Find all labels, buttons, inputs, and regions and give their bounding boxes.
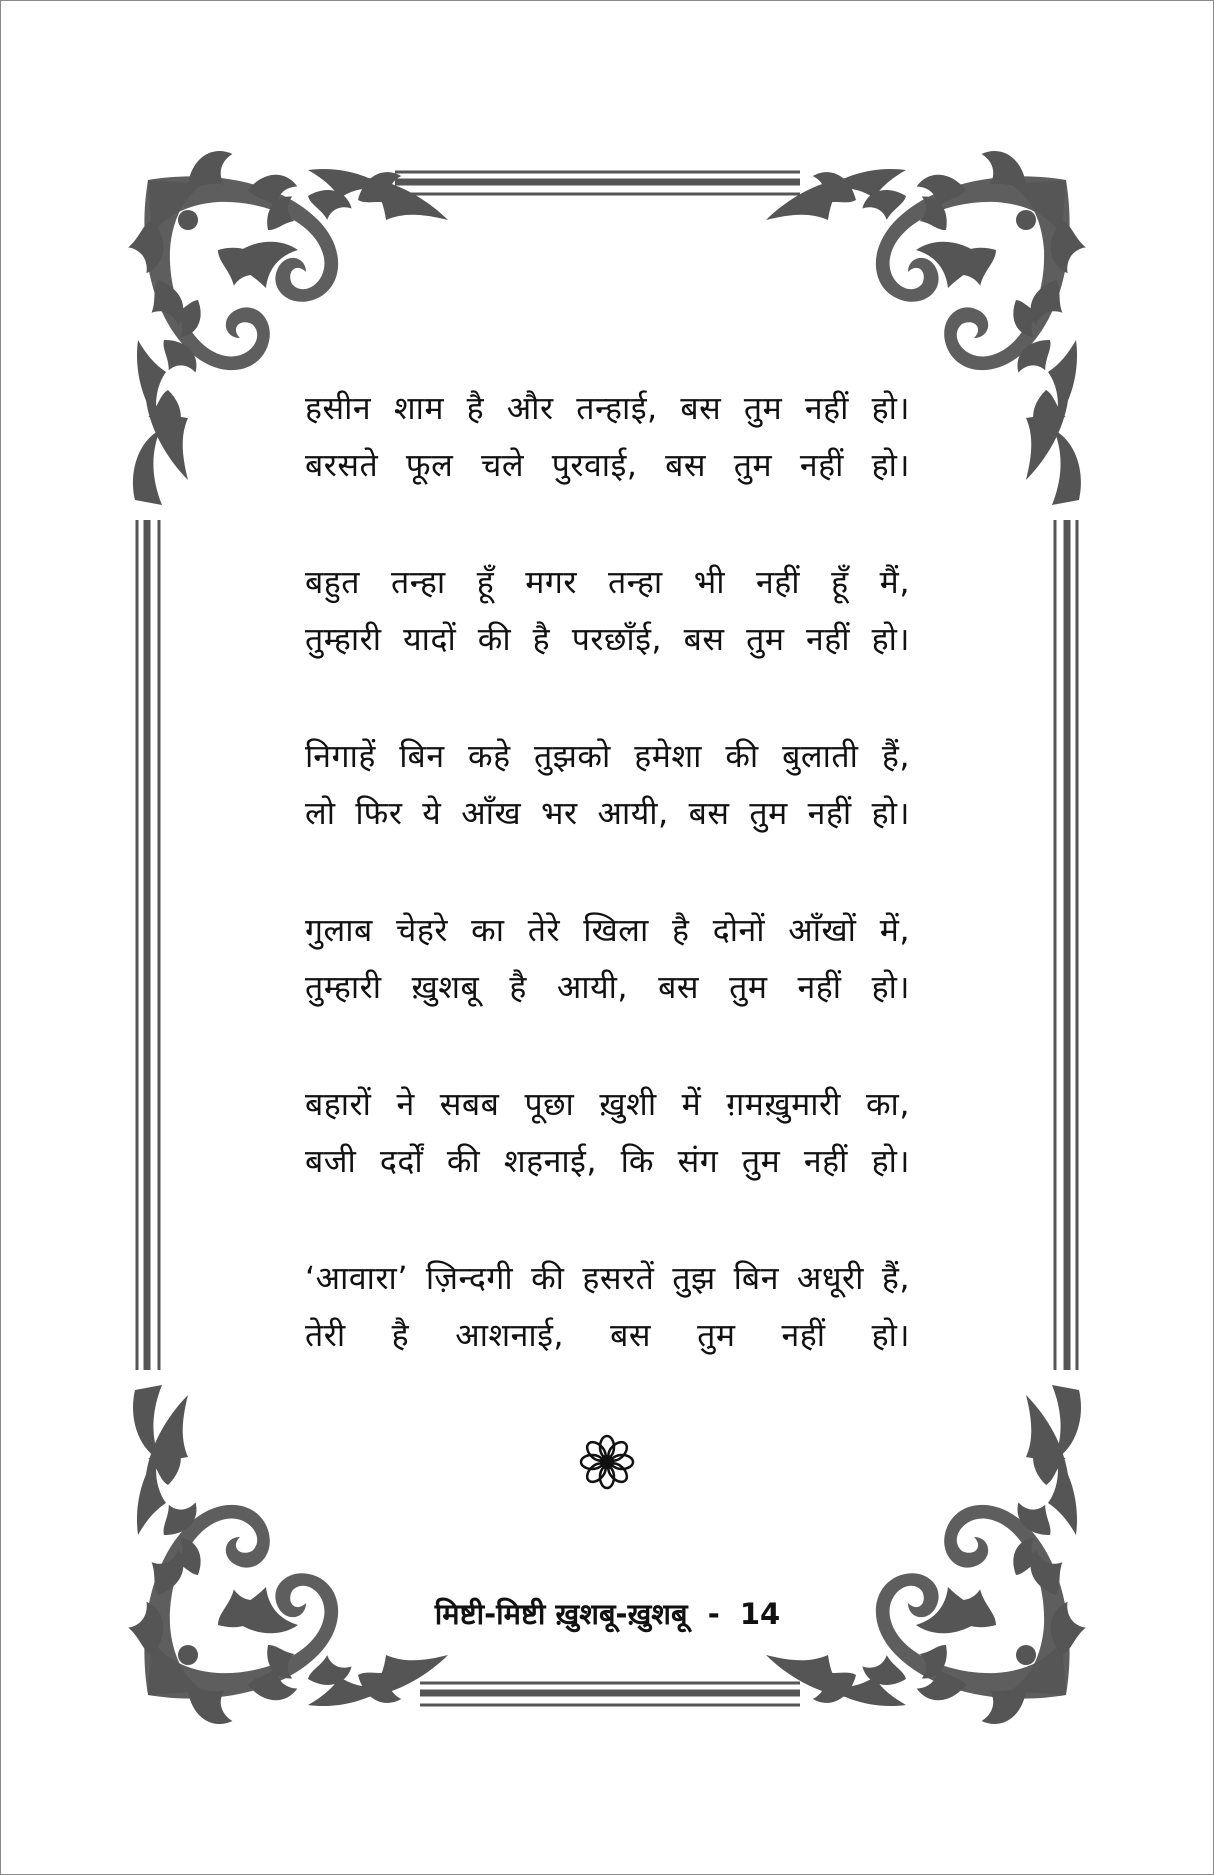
poem-line: लो फिर ये आँख भर आयी, बस तुम नहीं हो। — [305, 794, 910, 832]
stanza-1 — [305, 380, 910, 494]
poem-line: निगाहें बिन कहे तुझको हमेशा की बुलाती हैं, — [305, 737, 910, 775]
poem-line: तुम्हारी यादों की है परछाँई, बस तुम नहीं हो। — [305, 620, 910, 658]
stanza-6 — [305, 1250, 910, 1364]
book-title: मिष्टी-मिष्टी ख़ुशबू-ख़ुशबू — [434, 1597, 688, 1631]
stanza-2 — [305, 554, 910, 668]
poem-line: बरसते फूल चले पुरवाई, बस तुम नहीं हो। — [305, 446, 910, 484]
ornament-bottom-left — [122, 1395, 448, 1729]
poem-line: बहारों ने सबब पूछा ख़ुशी में ग़मख़ुमारी का, — [305, 1085, 910, 1123]
poem — [305, 380, 910, 1424]
poem-line: बजी दर्दों की शहनाई, कि संग तुम नहीं हो। — [305, 1142, 910, 1180]
poem-line: तेरी है आशनाई, बस तुम नहीं हो। — [305, 1316, 910, 1354]
page-footer — [330, 1594, 885, 1633]
poem-line: बहुत तन्हा हूँ मगर तन्हा भी नहीं हूँ मैं, — [305, 563, 910, 601]
ornament-bottom-right — [766, 1395, 1092, 1729]
poem-line: तुम्हारी ख़ुशबू है आयी, बस तुम नहीं हो। — [305, 968, 910, 1006]
stanza-3 — [305, 728, 910, 842]
flower-icon — [581, 1436, 633, 1488]
page-number: 14 — [739, 1597, 781, 1631]
poem-line: ‘आवारा’ ज़िन्दगी की हसरतें तुझ बिन अधूरी हैं, — [305, 1259, 910, 1297]
poem-line: हसीन शाम है और तन्हाई, बस तुम नहीं हो। — [305, 389, 910, 427]
stanza-5 — [305, 1076, 910, 1190]
stanza-4 — [305, 902, 910, 1016]
poem-line: गुलाब चेहरे का तेरे खिला है दोनों आँखों में, — [305, 911, 910, 949]
footer-separator: - — [707, 1597, 720, 1631]
